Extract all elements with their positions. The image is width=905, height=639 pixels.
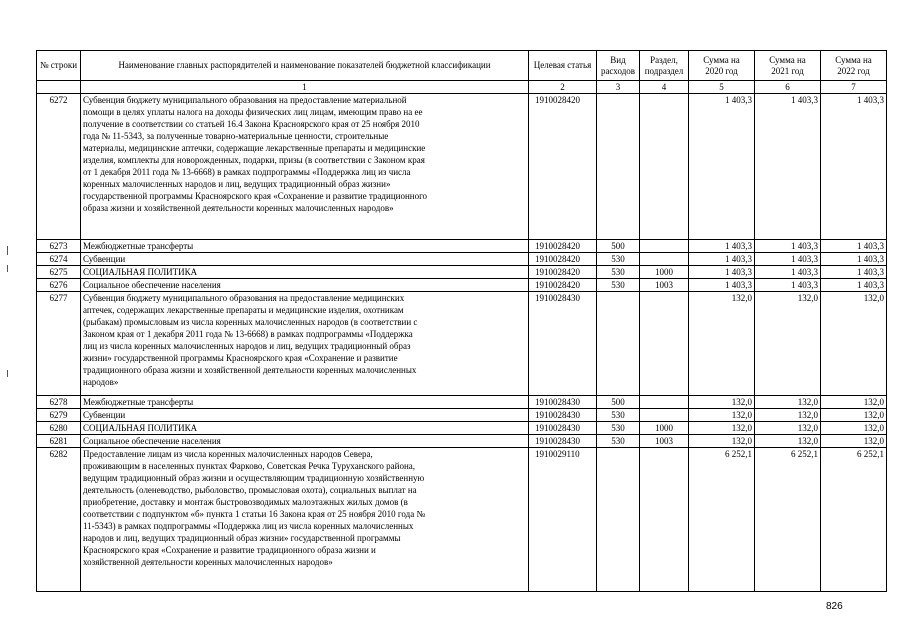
header-row-no: № строки	[37, 51, 81, 81]
sum-2022: 1 403,3	[821, 94, 887, 240]
row-number: 6276	[37, 279, 81, 292]
target-code: 1910028420	[529, 253, 597, 266]
section-code	[640, 94, 689, 240]
table-row	[37, 94, 887, 240]
row-number: 6277	[37, 292, 81, 396]
budget-table	[36, 50, 887, 592]
expense-type: 530	[597, 409, 640, 422]
sum-2020: 132,0	[689, 409, 755, 422]
header-razdel: Раздел, подраздел	[640, 51, 689, 81]
expense-type: 500	[597, 396, 640, 409]
row-description: СОЦИАЛЬНАЯ ПОЛИТИКА	[81, 266, 529, 279]
target-code: 1910028430	[529, 292, 597, 396]
header-name: Наименование главных распорядителей и наименование показателей бюджетной классификации	[81, 51, 529, 81]
header-sum-2022: Сумма на 2022 год	[821, 51, 887, 81]
row-number: 6272	[37, 94, 81, 240]
column-number: 7	[821, 81, 887, 94]
section-code: 1000	[640, 422, 689, 435]
section-code: 1003	[640, 435, 689, 448]
table-row	[37, 292, 887, 396]
table-row	[37, 266, 887, 279]
row-number: 6282	[37, 448, 81, 592]
row-number: 6274	[37, 253, 81, 266]
sum-2022: 1 403,3	[821, 266, 887, 279]
row-description: Предоставление лицам из числа коренных малочисленных народов Севера, проживающим в населенных пунктах Фарково, Советская Речка Туруханского района, ведущим традиционный образ жизни и осуществляющим традиционную хозяйственную деятельность (оленеводство, рыболовство, промысловая охота), социальных выплат на приобретение, доставку и монтаж быстровозводимых малоэтажных жилых домов (в соответствии с подпунктом «б» пункта 1 статьи 16 Закона края от 25 ноября 2010 года № 11-5343) в рамках подпрограммы «Поддержка лиц из числа коренных малочисленных народов и лиц, ведущих традиционный образ жизни» государственной программы Красноярского края «Сохранение и развитие традиционного образа жизни и хозяйственной деятельности коренных малочисленных народов»	[81, 448, 529, 592]
sum-2022: 132,0	[821, 422, 887, 435]
header-vid: Вид расходов	[597, 51, 640, 81]
row-number: 6278	[37, 396, 81, 409]
table-row	[37, 279, 887, 292]
margin-mark	[7, 370, 8, 377]
section-code	[640, 448, 689, 592]
column-number: 4	[640, 81, 689, 94]
table-row	[37, 253, 887, 266]
sum-2020: 132,0	[689, 292, 755, 396]
column-number: 1	[81, 81, 529, 94]
column-number: 5	[689, 81, 755, 94]
target-code: 1910028420	[529, 266, 597, 279]
expense-type	[597, 292, 640, 396]
row-description: Субвенция бюджету муниципального образования на предоставление материальной помощи в целях уплаты налога на доходы физических лиц лицам, имеющим право на ее получение в соответствии со статьей 16.4 Закона Красноярского края от 25 ноября 2010 года № 11-5343, за полученные товарно-материальные ценности, строительные материалы, медицинские аптечки, содержащие лекарственные препараты и медицинские изделия, комплекты для новорожденных, подарки, призы (в соответствии с Законом края от 1 декабря 2011 года № 13-6668) в рамках подпрограммы «Поддержка лиц из числа коренных малочисленных народов и лиц, ведущих традиционный образ жизни» государственной программы Красноярского края «Сохранение и развитие традиционного образа жизни и хозяйственной деятельности коренных малочисленных народов»	[81, 94, 529, 240]
header-target: Целевая статья	[529, 51, 597, 81]
sum-2020: 1 403,3	[689, 253, 755, 266]
expense-type: 530	[597, 422, 640, 435]
target-code: 1910028420	[529, 279, 597, 292]
row-number: 6279	[37, 409, 81, 422]
table-row	[37, 422, 887, 435]
expense-type: 530	[597, 253, 640, 266]
page-number: 826	[826, 601, 843, 612]
sum-2020: 132,0	[689, 422, 755, 435]
target-code: 1910029110	[529, 448, 597, 592]
row-description: Социальное обеспечение населения	[81, 435, 529, 448]
section-code	[640, 396, 689, 409]
table-row	[37, 435, 887, 448]
margin-mark	[7, 265, 8, 272]
table-row	[37, 409, 887, 422]
sum-2021: 1 403,3	[755, 279, 821, 292]
column-number: 2	[529, 81, 597, 94]
target-code: 1910028430	[529, 409, 597, 422]
sum-2020: 1 403,3	[689, 279, 755, 292]
sum-2022: 1 403,3	[821, 279, 887, 292]
sum-2020: 6 252,1	[689, 448, 755, 592]
sum-2021: 1 403,3	[755, 94, 821, 240]
expense-type: 530	[597, 435, 640, 448]
sum-2020: 1 403,3	[689, 266, 755, 279]
table-row	[37, 396, 887, 409]
row-description: Межбюджетные трансферты	[81, 240, 529, 253]
section-code	[640, 253, 689, 266]
sum-2021: 1 403,3	[755, 240, 821, 253]
table-row	[37, 448, 887, 592]
section-code: 1000	[640, 266, 689, 279]
row-description: СОЦИАЛЬНАЯ ПОЛИТИКА	[81, 422, 529, 435]
column-number: 6	[755, 81, 821, 94]
section-code	[640, 292, 689, 396]
row-description: Субвенции	[81, 409, 529, 422]
header-sum-2020: Сумма на 2020 год	[689, 51, 755, 81]
sum-2020: 1 403,3	[689, 240, 755, 253]
header-sum-2021: Сумма на 2021 год	[755, 51, 821, 81]
row-description: Социальное обеспечение населения	[81, 279, 529, 292]
table-body	[37, 94, 887, 592]
section-code	[640, 240, 689, 253]
sum-2021: 132,0	[755, 292, 821, 396]
sum-2021: 132,0	[755, 435, 821, 448]
row-description: Субвенция бюджету муниципального образования на предоставление медицинских аптечек, содержащих лекарственные препараты и медицинские изделия, охотникам (рыбакам) промысловым из числа коренных малочисленных народов (в соответствии с Законом края от 1 декабря 2011 года № 13-6668) в рамках подпрограммы «Поддержка лиц из числа коренных малочисленных народов и лиц, ведущих традиционный образ жизни» государственной программы Красноярского края «Сохранение и развитие традиционного образа жизни и хозяйственной деятельности коренных малочисленных народов»	[81, 292, 529, 396]
header-row	[37, 51, 887, 81]
row-description: Межбюджетные трансферты	[81, 396, 529, 409]
row-number: 6275	[37, 266, 81, 279]
margin-mark	[7, 246, 8, 255]
column-number-row	[37, 81, 887, 94]
sum-2022: 1 403,3	[821, 253, 887, 266]
section-code	[640, 409, 689, 422]
sum-2021: 132,0	[755, 396, 821, 409]
expense-type: 500	[597, 240, 640, 253]
expense-type	[597, 448, 640, 592]
target-code: 1910028420	[529, 94, 597, 240]
sum-2022: 1 403,3	[821, 240, 887, 253]
target-code: 1910028420	[529, 240, 597, 253]
expense-type	[597, 94, 640, 240]
row-number: 6281	[37, 435, 81, 448]
sum-2021: 1 403,3	[755, 253, 821, 266]
sum-2022: 132,0	[821, 435, 887, 448]
row-description: Субвенции	[81, 253, 529, 266]
target-code: 1910028430	[529, 396, 597, 409]
row-number: 6280	[37, 422, 81, 435]
target-code: 1910028430	[529, 422, 597, 435]
row-number: 6273	[37, 240, 81, 253]
sum-2022: 132,0	[821, 409, 887, 422]
sum-2021: 132,0	[755, 409, 821, 422]
sum-2021: 132,0	[755, 422, 821, 435]
sum-2021: 1 403,3	[755, 266, 821, 279]
sum-2022: 132,0	[821, 292, 887, 396]
sum-2022: 6 252,1	[821, 448, 887, 592]
sum-2020: 1 403,3	[689, 94, 755, 240]
sum-2022: 132,0	[821, 396, 887, 409]
target-code: 1910028430	[529, 435, 597, 448]
section-code: 1003	[640, 279, 689, 292]
sum-2020: 132,0	[689, 435, 755, 448]
column-number	[37, 81, 81, 94]
expense-type: 530	[597, 266, 640, 279]
table-row	[37, 240, 887, 253]
column-number: 3	[597, 81, 640, 94]
sum-2021: 6 252,1	[755, 448, 821, 592]
expense-type: 530	[597, 279, 640, 292]
sum-2020: 132,0	[689, 396, 755, 409]
